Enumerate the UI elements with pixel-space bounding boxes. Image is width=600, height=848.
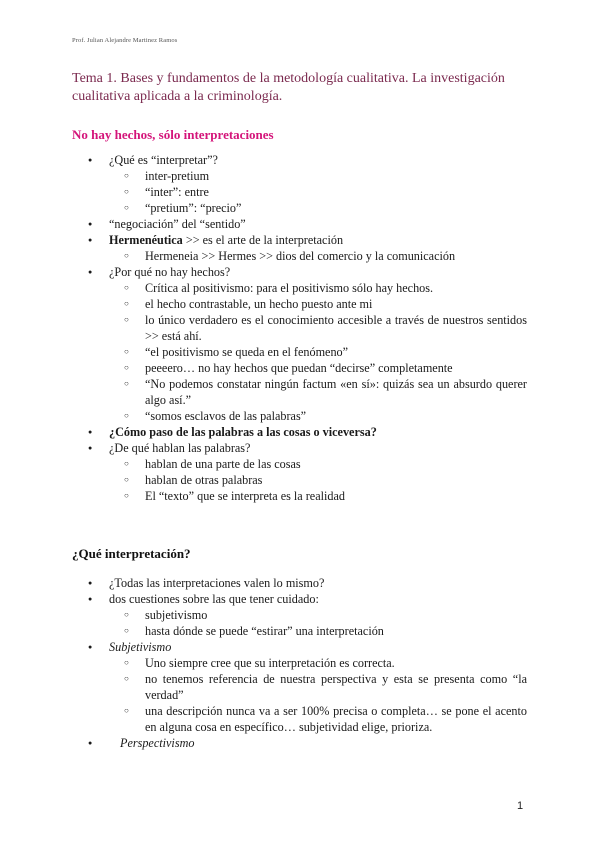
list-item: ● ¿Por qué no hay hechos? bbox=[72, 264, 527, 280]
sub-list-item: ○ Uno siempre cree que su interpretación es correcta. bbox=[72, 655, 527, 671]
list-item: ● ¿Cómo paso de las palabras a las cosas o viceversa? bbox=[72, 424, 527, 440]
list-item: ● ¿De qué hablan las palabras? bbox=[72, 440, 527, 456]
sub-list-item: ○ hasta dónde se puede “estirar” una interpretación bbox=[72, 623, 527, 639]
sub-list-item: ○ hablan de otras palabras bbox=[72, 472, 527, 488]
section1-list bbox=[72, 152, 527, 504]
list-item: ● ¿Todas las interpretaciones valen lo mismo? bbox=[72, 575, 527, 591]
sub-list-item: ○ no tenemos referencia de nuestra perspectiva y esta se presenta como “la verdad” bbox=[72, 671, 527, 703]
hermeneutica-term: Hermenéutica bbox=[109, 233, 183, 247]
sub-list-item: ○ “el positivismo se queda en el fenómeno” bbox=[72, 344, 527, 360]
section2-list bbox=[72, 575, 527, 751]
list-item: ● Perspectivismo bbox=[72, 735, 527, 751]
sub-list-item: ○ el hecho contrastable, un hecho puesto ante mi bbox=[72, 296, 527, 312]
list-item bbox=[72, 232, 527, 248]
sub-list-item: ○ peeeero… no hay hechos que puedan “decirse” completamente bbox=[72, 360, 527, 376]
sub-list-item: ○ lo único verdadero es el conocimiento accesible a través de nuestros sentidos >> está ahí. bbox=[72, 312, 527, 344]
page-number: 1 bbox=[517, 800, 524, 812]
document-title: Tema 1. Bases y fundamentos de la metodología cualitativa. La investigación cualitativa aplicada a la criminología. bbox=[72, 71, 505, 104]
sub-list-item: ○ “No podemos constatar ningún factum «en sí»: quizás sea un absurdo querer algo así.” bbox=[72, 376, 527, 408]
sub-list-item: ○ inter-pretium bbox=[72, 168, 527, 184]
sub-list-item: ○ “somos esclavos de las palabras” bbox=[72, 408, 527, 424]
list-item: ● ¿Qué es “interpretar”? bbox=[72, 152, 527, 168]
list-item: ● “negociación” del “sentido” bbox=[72, 216, 527, 232]
sub-list-item: ○ una descripción nunca va a ser 100% precisa o completa… se pone el acento en alguna cosa en específico… subjetividad elige, prioriza. bbox=[72, 703, 527, 735]
sub-list-item: ○ subjetivismo bbox=[72, 607, 527, 623]
sub-list-item: ○ Hermeneia >> Hermes >> dios del comercio y la comunicación bbox=[72, 248, 527, 264]
section1-heading: No hay hechos, sólo interpretaciones bbox=[72, 127, 274, 142]
sub-list-item: ○ “pretium”: “precio” bbox=[72, 200, 527, 216]
list-item: ● Subjetivismo bbox=[72, 639, 527, 655]
list-item: ● dos cuestiones sobre las que tener cuidado: bbox=[72, 591, 527, 607]
sub-list-item: ○ hablan de una parte de las cosas bbox=[72, 456, 527, 472]
sub-list-item: ○ “inter”: entre bbox=[72, 184, 527, 200]
sub-list-item: ○ Crítica al positivismo: para el positivismo sólo hay hechos. bbox=[72, 280, 527, 296]
hermeneutica-definition: >> es el arte de la interpretación bbox=[182, 233, 344, 247]
section2-heading: ¿Qué interpretación? bbox=[72, 546, 191, 561]
sub-list-item: ○ El “texto” que se interpreta es la realidad bbox=[72, 488, 527, 504]
header-author: Prof. Julian Alejandre Martinez Ramos bbox=[72, 37, 178, 44]
